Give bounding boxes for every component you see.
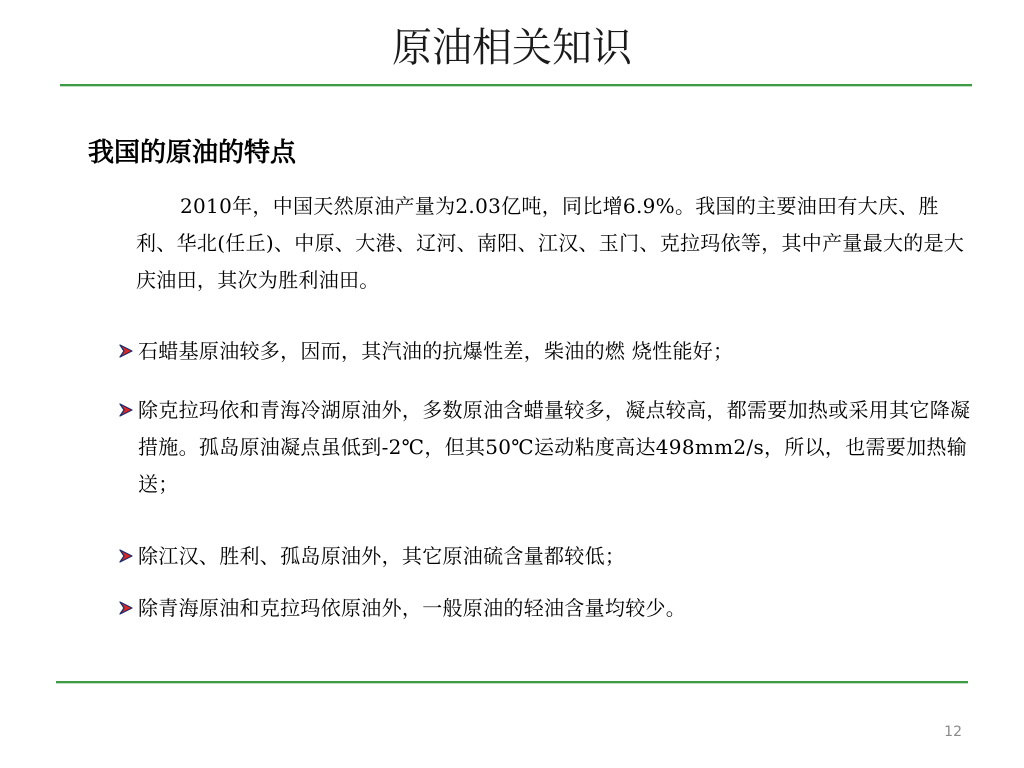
arrow-bullet-icon bbox=[118, 343, 134, 359]
page-number: 12 bbox=[944, 724, 962, 740]
arrow-bullet-icon bbox=[118, 600, 134, 616]
bullet-item-1 bbox=[118, 333, 976, 370]
bullet-item-4 bbox=[118, 590, 976, 627]
bullet-text: 除江汉、胜利、孤岛原油外，其它原油硫含量都较低； bbox=[138, 544, 626, 568]
bullet-item-2 bbox=[118, 392, 976, 503]
bullet-item-3 bbox=[118, 538, 976, 575]
bullet-text: 石蜡基原油较多，因而，其汽油的抗爆性差，柴油的燃 烧性能好； bbox=[138, 339, 734, 363]
bullet-text: 除青海原油和克拉玛依原油外，一般原油的轻油含量均较少。 bbox=[138, 596, 687, 620]
intro-paragraph bbox=[136, 188, 976, 299]
arrow-bullet-icon bbox=[118, 548, 134, 564]
bullet-text: 除克拉玛依和青海冷湖原油外，多数原油含蜡量较多，凝点较高，都需要加热或采用其它降凝措施。孤岛原油凝点虽低到-2℃，但其50℃运动粘度高达498mm2/s，所以，也需要加热输送； bbox=[138, 398, 971, 496]
footer-divider bbox=[56, 681, 968, 684]
slide-title: 原油相关知识 bbox=[392, 25, 632, 71]
intro-text: 2010年，中国天然原油产量为2.03亿吨，同比增6.9%。我国的主要油田有大庆、胜利、华北(任丘)、中原、大港、辽河、南阳、江汉、玉门、克拉玛依等，其中产量最大的是大庆油田，其次为胜利油田。 bbox=[136, 194, 965, 292]
arrow-bullet-icon bbox=[118, 402, 134, 418]
title-divider bbox=[60, 84, 972, 87]
section-heading: 我国的原油的特点 bbox=[88, 138, 297, 168]
